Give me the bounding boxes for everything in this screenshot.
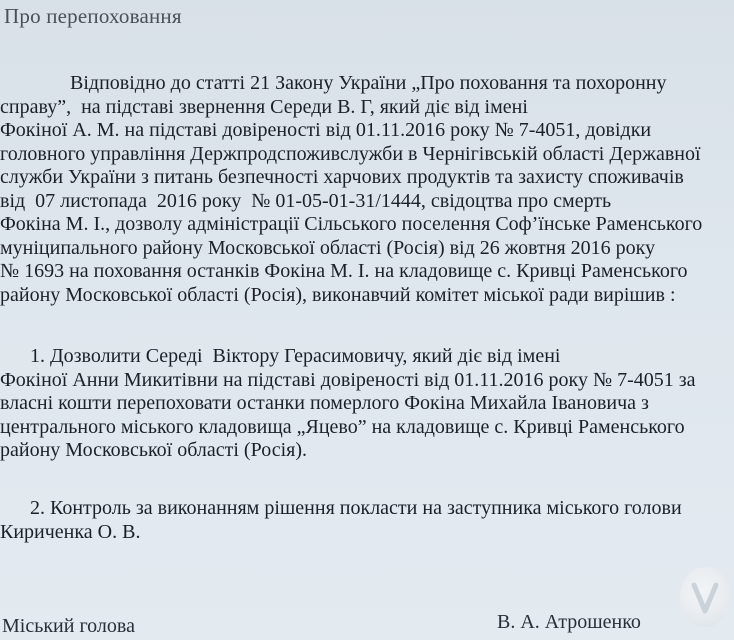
document-title: Про перепоховання xyxy=(4,4,182,28)
text-line: центрального міського кладовища „Яцево” на кладовище с. Кривці Раменського xyxy=(0,415,685,438)
text-line: Фокіної Анни Микитівни на підставі довіреності від 01.11.2016 року № 7-4051 за xyxy=(0,368,696,391)
text-line: № 1693 на поховання останків Фокіна М. І. на кладовище с. Кривці Раменського xyxy=(0,260,688,282)
text-line: Відповідно до статті 21 Закону України „Про поховання та похоронну xyxy=(0,72,667,94)
signature-name: В. А. Атрошенко xyxy=(497,611,641,633)
paragraph-item-1 xyxy=(0,345,728,463)
paragraph-preamble xyxy=(0,72,728,307)
text-line: Фокіна М. І., дозволу адміністрації Сільського поселення Соф’їнське Раменського xyxy=(0,213,703,235)
text-line: головного управління Держпродспоживслужби в Чернігівській області Державної xyxy=(0,142,701,165)
text-line: району Московської області (Росія). xyxy=(0,439,308,461)
text-line: власні кошти перепоховати останки померлого Фокіна Михайла Івановича з xyxy=(0,392,649,414)
text-line: району Московської області (Росія), виконавчий комітет міської ради вирішив : xyxy=(0,283,676,306)
text-line: Кириченка О. В. xyxy=(0,520,141,543)
text-line: служби України з питань безпечності харчових продуктів та захисту споживачів xyxy=(0,166,684,188)
text-line: 1. Дозволити Середі Віктору Герасимовичу, який діє від імені xyxy=(0,345,561,367)
text-line: від 07 листопада 2016 року № 01-05-01-31/1444, свідоцтва про смерть xyxy=(0,189,612,212)
signature-position: Міський голова xyxy=(2,615,135,637)
text-line: муніципального району Московської області (Росія) від 26 жовтня 2016 року xyxy=(0,236,656,259)
watermark-logo-icon xyxy=(680,567,730,627)
text-line: Фокіної А. М. на підставі довіреності від 01.11.2016 року № 7-4051, довідки xyxy=(0,119,652,141)
text-line: справу”, на підставі звернення Середи В. Г, який діє від імені xyxy=(0,95,528,118)
watermark-v-icon xyxy=(680,567,730,627)
text-line: 2. Контроль за виконанням рішення покласти на заступника міського голови xyxy=(0,497,682,519)
paragraph-item-2 xyxy=(0,497,728,544)
